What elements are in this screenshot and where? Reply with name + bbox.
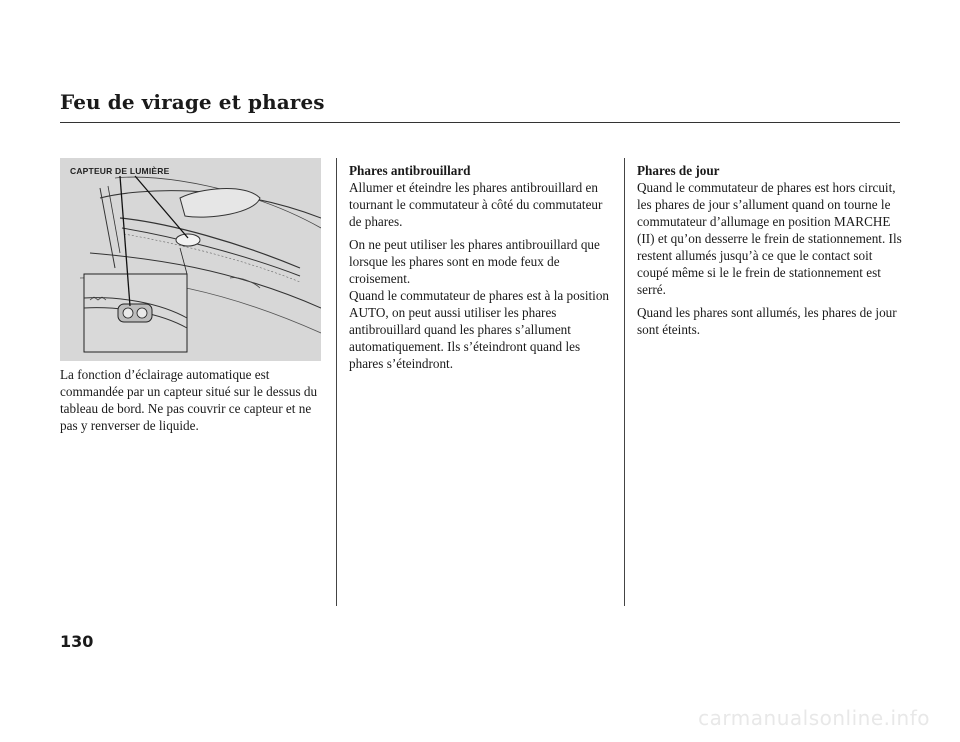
page-number: 130 [60, 632, 94, 651]
daytime-lights-paragraph-1: Quand le commutateur de phares est hors circuit, les phares de jour s’allument quand on tourne le commutateur d’allumage en position MARCHE (II) et qu’on desserre le frein de stationnement. Ils restent allumés jusqu’à ce que le contact soit coupé même si le le frein de stationnement est serré. [637, 180, 902, 297]
figure-label: CAPTEUR DE LUMIÈRE [70, 166, 170, 176]
dashboard-illustration [60, 158, 321, 361]
watermark: carmanualsonline.info [698, 706, 930, 730]
title-divider [60, 122, 900, 123]
daytime-lights-paragraph-2: Quand les phares sont allumés, les phares de jour sont éteints. [637, 305, 897, 337]
daytime-lights-heading: Phares de jour [637, 163, 720, 178]
column-2 [349, 162, 611, 378]
column-divider-1 [336, 158, 337, 606]
column-3 [637, 162, 903, 344]
fog-lights-paragraph-3: Quand le commutateur de phares est à la position AUTO, on peut aussi utiliser les phares antibrouillard quand les phares s’allument automatiquement. Ils s’éteindront quand les phares s’éteindront. [349, 288, 610, 371]
column-divider-2 [624, 158, 625, 606]
light-sensor-figure [60, 158, 321, 361]
fog-lights-paragraph-1: Allumer et éteindre les phares antibrouillard en tournant le commutateur à côté du commutateur de phares. [349, 180, 603, 229]
column-1 [60, 366, 325, 434]
fog-lights-paragraph-2: On ne peut utiliser les phares antibrouillard que lorsque les phares sont en mode feux de croisement. [349, 237, 600, 286]
page-title: Feu de virage et phares [60, 90, 325, 114]
sensor-paragraph: La fonction d’éclairage automatique est commandée par un capteur situé sur le dessus du tableau de bord. Ne pas couvrir ce capteur et ne pas y renverser de liquide. [60, 367, 318, 433]
fog-lights-heading: Phares antibrouillard [349, 163, 471, 178]
